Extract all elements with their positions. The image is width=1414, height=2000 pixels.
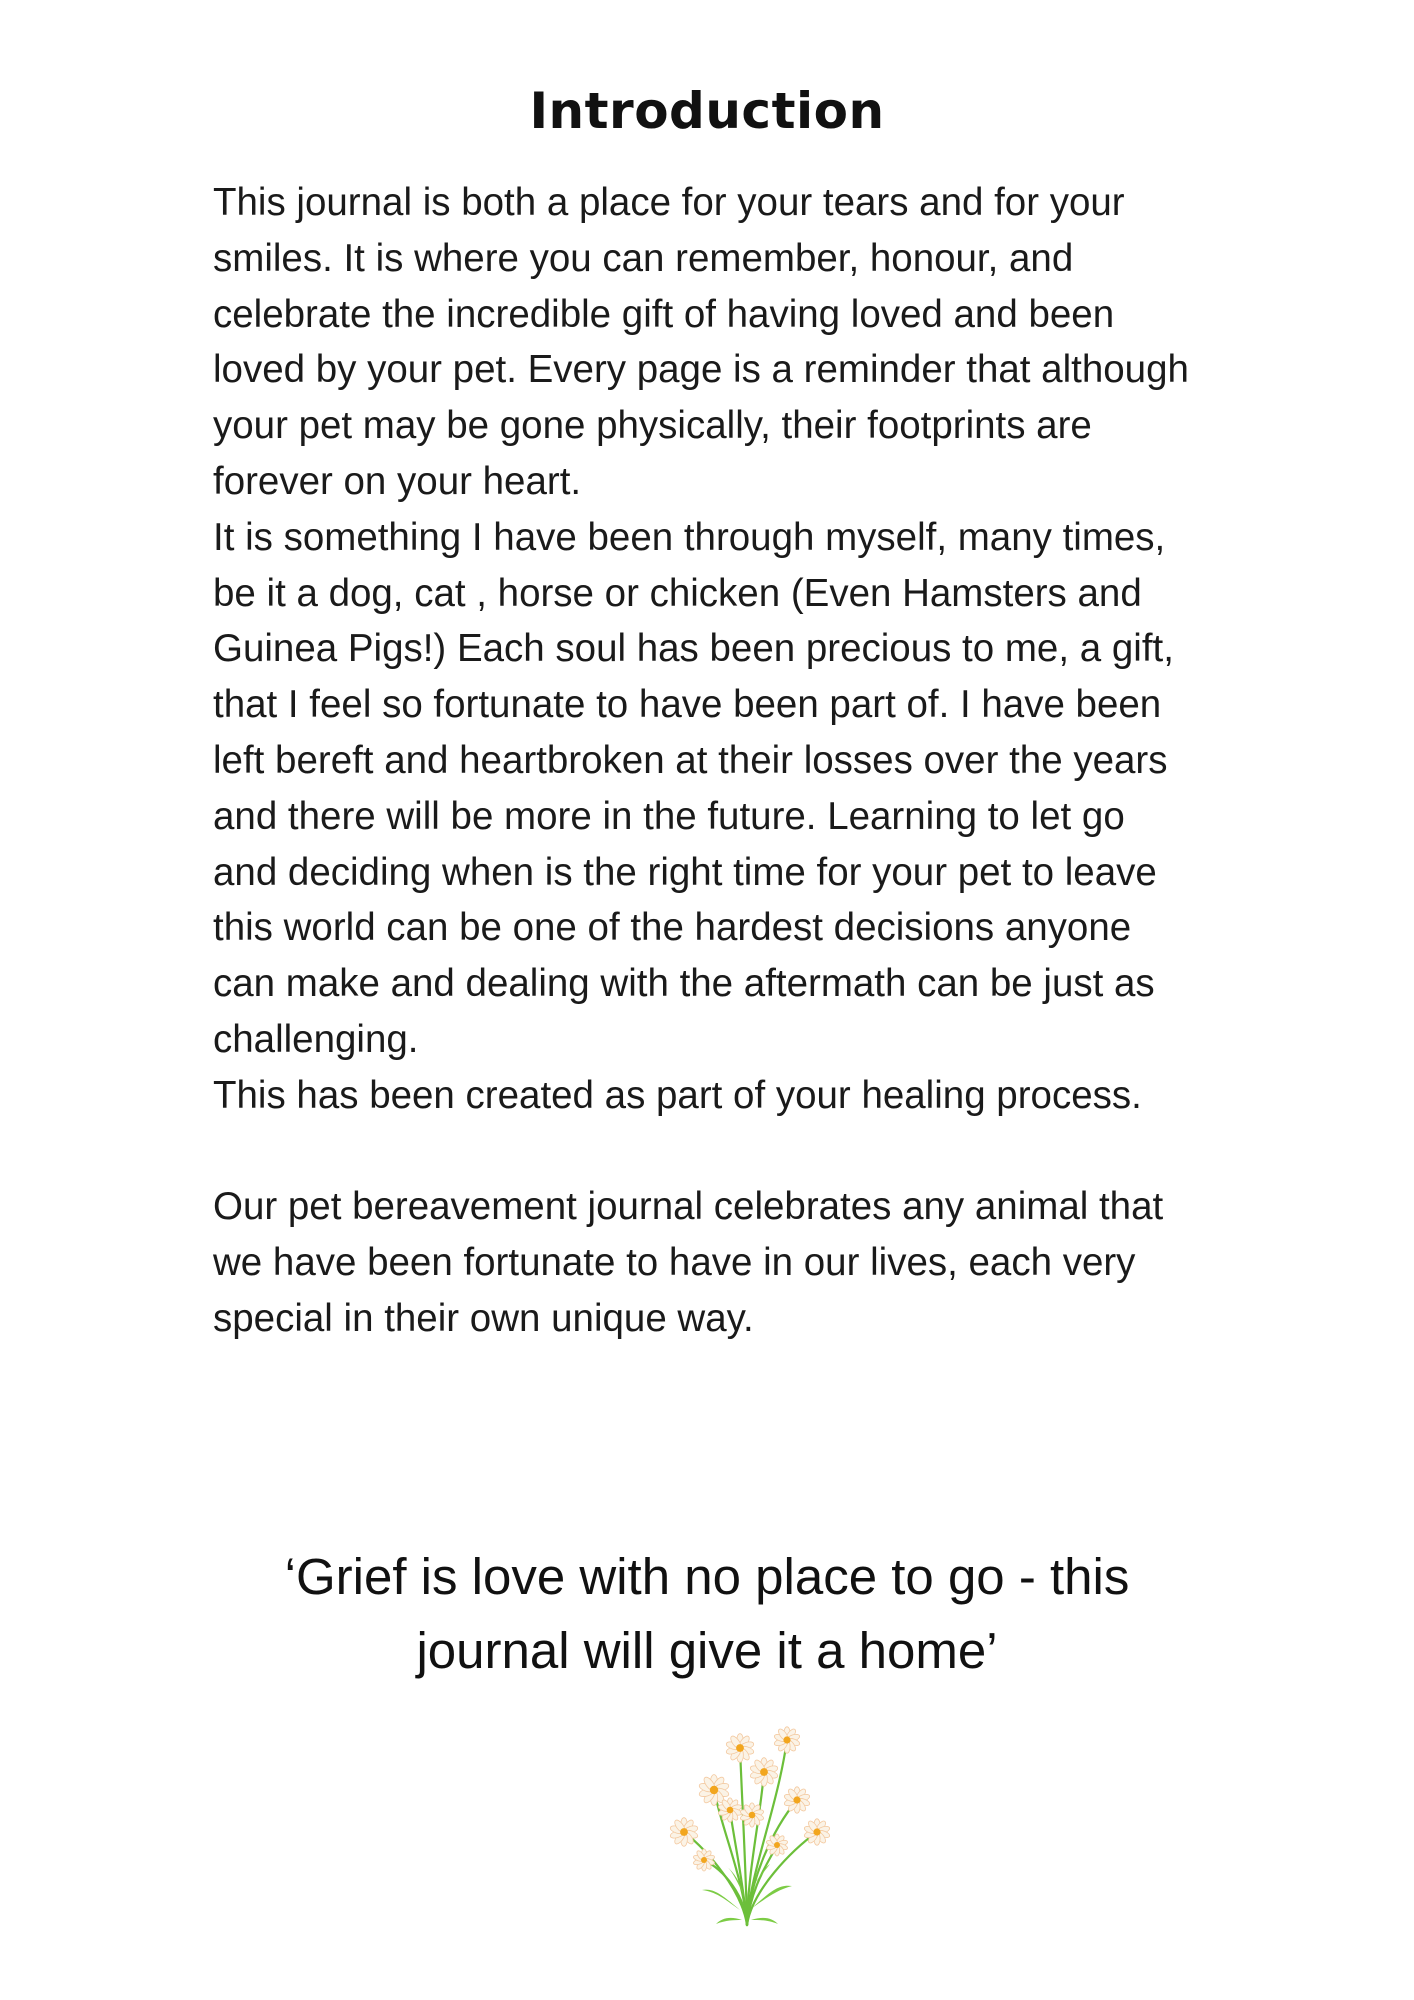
body-line: this world can be one of the hardest decisions anyone	[213, 906, 1132, 950]
page-title: Introduction	[529, 82, 885, 140]
body-line: and there will be more in the future. Learning to let go	[213, 794, 1125, 838]
grief-quote	[0, 1540, 1414, 1688]
body-line: can make and dealing with the aftermath can be just as	[213, 962, 1155, 1006]
body-line: smiles. It is where you can remember, honour, and	[213, 236, 1074, 280]
paragraph-gap	[213, 1124, 1293, 1180]
body-line: celebrate the incredible gift of having loved and been	[213, 292, 1115, 336]
body-line: that I feel so fortunate to have been part of. I have been	[213, 683, 1162, 727]
closing-line: Our pet bereavement journal celebrates any animal that	[213, 1185, 1164, 1229]
body-line: challenging.	[213, 1017, 419, 1061]
daisy-flower	[773, 1727, 800, 1753]
closing-line: we have been fortunate to have in our lives, each very	[213, 1241, 1136, 1285]
body-line: and deciding when is the right time for your pet to leave	[213, 850, 1157, 894]
body-line: your pet may be gone physically, their footprints are	[213, 404, 1092, 448]
daisy-flower	[766, 1834, 789, 1856]
body-line: It is something I have been through myself, many times,	[213, 515, 1166, 559]
daisy-flower	[693, 1849, 716, 1871]
body-line: Guinea Pigs!) Each soul has been precious to me, a gift,	[213, 627, 1174, 671]
body-line: left bereft and heartbroken at their losses over the years	[213, 738, 1168, 782]
body-line: This journal is both a place for your tears and for your	[213, 181, 1125, 224]
daisy-flower	[749, 1758, 778, 1787]
body-line: be it a dog, cat , horse or chicken (Even Hamsters and	[213, 571, 1142, 615]
quote-line: journal will give it a home’	[416, 1622, 998, 1679]
daisy-flower	[783, 1787, 810, 1813]
body-line: loved by your pet. Every page is a reminder that although	[213, 348, 1189, 392]
daisy-flower	[803, 1819, 830, 1845]
daisy-bouquet-icon	[652, 1720, 842, 1930]
daisy-flower	[725, 1734, 754, 1763]
quote-line: ‘Grief is love with no place to go - this	[284, 1548, 1130, 1605]
closing-line: special in their own unique way.	[213, 1296, 754, 1340]
introduction-text	[213, 175, 1293, 1347]
body-line: This has been created as part of your healing process.	[213, 1073, 1142, 1117]
body-line: forever on your heart.	[213, 459, 582, 503]
